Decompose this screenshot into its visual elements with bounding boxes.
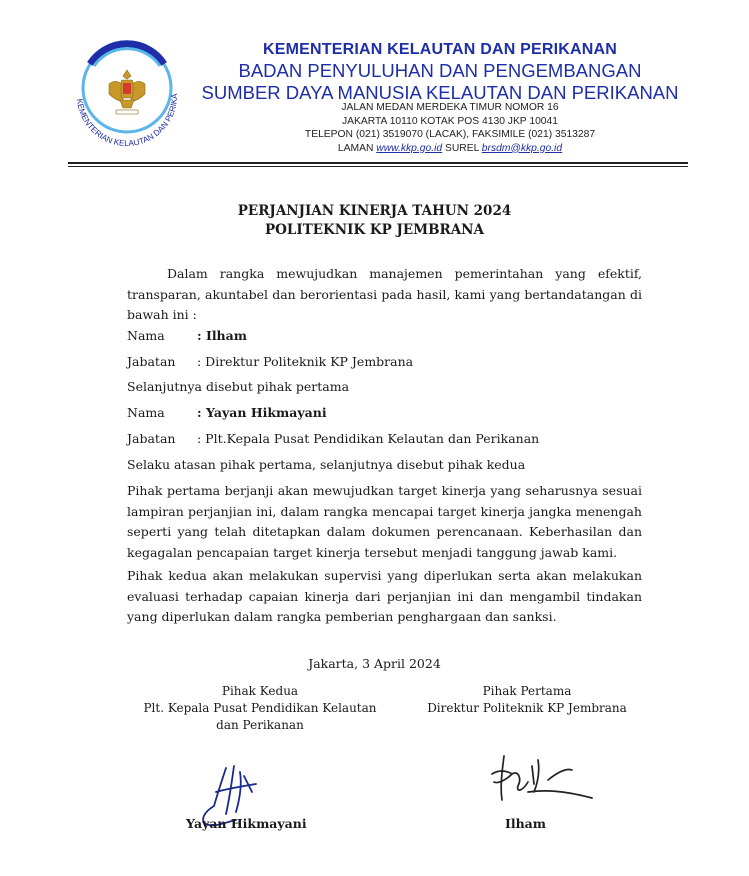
party2-position-line1: Plt. Kepala Pusat Pendidikan Kelautan [143, 701, 377, 715]
document-title: PERJANJIAN KINERJA TAHUN 2024 [237, 203, 512, 219]
agency-name-line1: BADAN PENYULUHAN DAN PENGEMBANGAN [238, 60, 642, 81]
party2-position-label: Jabatan [127, 431, 176, 446]
intro-paragraph: Dalam rangka mewujudkan manajemen pemerintahan yang efektif, transparan, akuntabel dan berorientasi pada hasil, kami yang bertandatangan di bawah ini : [127, 266, 642, 322]
party1-name-value: : Ilham [197, 328, 247, 343]
place-date: Jakarta, 3 April 2024 [308, 656, 441, 671]
supervision-paragraph: Pihak kedua akan melakukan supervisi yang diperlukan serta akan melakukan evaluasi terhadap capaian kinerja dari perjanjian ini dan mengambil tindakan yang diperlukan dalam rangka pemberian penghargaan dan sanksi. [127, 568, 642, 624]
party1-position-value: : Direktur Politeknik KP Jembrana [197, 354, 414, 369]
party2-position-value: : Plt.Kepala Pusat Pendidikan Kelautan dan Perikanan [197, 431, 540, 446]
party2-position-line2: dan Perikanan [216, 718, 304, 732]
letterhead-address [240, 101, 660, 155]
email-link[interactable]: brsdm@kkp.go.id [481, 142, 563, 154]
logo-ring-text: KEMENTERIAN KELAUTAN DAN PERIKA [75, 93, 180, 149]
address-line1: JALAN MEDAN MERDEKA TIMUR NOMOR 16 [341, 102, 559, 113]
party1-position-row [127, 352, 413, 372]
document-subtitle: POLITEKNIK KP JEMBRANA [265, 222, 484, 238]
party1-position-label: Jabatan [127, 354, 176, 369]
address-line2: JAKARTA 10110 KOTAK POS 4130 JKP 10041 [342, 115, 558, 127]
contact-line [240, 142, 660, 156]
letterhead [190, 40, 690, 104]
party1-signatory-name: Ilham [505, 816, 547, 831]
laman-label: LAMAN [337, 142, 374, 154]
party1-name-row [127, 326, 247, 346]
ministry-name: KEMENTERIAN KELAUTAN DAN PERIKANAN [262, 41, 618, 58]
party1-role: Pihak Pertama [482, 684, 572, 698]
party1-handwritten-signature [488, 752, 596, 820]
party1-name-label: Nama [127, 328, 165, 343]
surel-label: SUREL [444, 142, 479, 154]
letterhead-divider-thin [68, 166, 688, 167]
party2-designation: Selaku atasan pihak pertama, selanjutnya disebut pihak kedua [127, 457, 526, 472]
agency-name-line2: SUMBER DAYA MANUSIA KELAUTAN DAN PERIKANAN [201, 82, 679, 103]
party2-name-label: Nama [127, 405, 165, 420]
commitment-paragraph: Pihak pertama berjanji akan mewujudkan target kinerja yang seharusnya sesuai lampiran perjanjian ini, dalam rangka mencapai target kinerja jangka menengah seperti yang telah ditetapkan dalam dokumen perencanaan. Keberhasilan dan kegagalan pencapaian target kinerja tersebut menjadi tanggung jawab kami. [127, 483, 642, 560]
signature-block-party1 [412, 683, 642, 717]
website-link[interactable]: www.kkp.go.id [376, 142, 443, 154]
party1-position-line1: Direktur Politeknik KP Jembrana [427, 701, 627, 715]
address-line3: TELEPON (021) 3519070 (LACAK), FAKSIMILE (021) 3513287 [304, 129, 596, 140]
signature-block-party2 [130, 683, 390, 734]
party2-position-row [127, 429, 539, 449]
ministry-logo [64, 34, 190, 160]
party2-name-value: : Yayan Hikmayani [197, 405, 327, 420]
party2-signatory-name: Yayan Hikmayani [186, 816, 307, 831]
party2-name-row [127, 403, 327, 423]
letterhead-divider [68, 162, 688, 164]
party1-designation: Selanjutnya disebut pihak pertama [127, 379, 350, 394]
party2-role: Pihak Kedua [221, 684, 299, 698]
